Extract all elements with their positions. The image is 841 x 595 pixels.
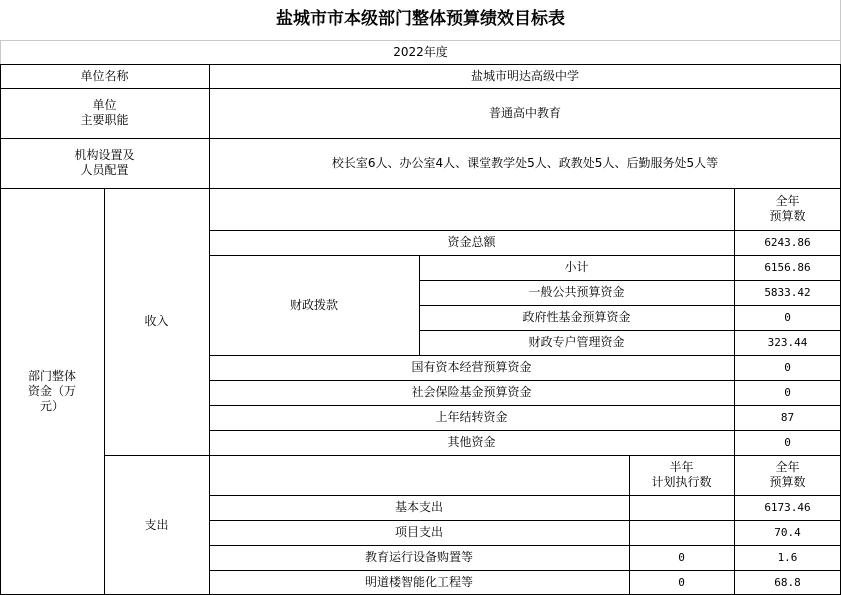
- fiscal-row-label: 一般公共预算资金: [528, 285, 625, 299]
- grid-line: [734, 188, 735, 595]
- expense-header-half-line1: 半年: [669, 460, 694, 474]
- expense-header-half-year: [629, 455, 734, 495]
- fiscal-row-value: 5833.42: [764, 285, 811, 299]
- expense-row-label: 基本支出: [394, 500, 443, 514]
- grid-line: [0, 40, 1, 64]
- main-duty-value: 普通高中教育: [488, 105, 561, 120]
- other-income-row-value: 87: [780, 410, 795, 424]
- grid-line: [0, 64, 841, 65]
- grid-line: [419, 330, 841, 331]
- grid-line: [209, 64, 210, 595]
- fiscal-allocation-label: 财政拨款: [289, 297, 338, 312]
- grid-line: [0, 138, 841, 139]
- total-funds-value: 6243.86: [764, 235, 811, 249]
- grid-line: [209, 355, 841, 356]
- other-income-row-value: 0: [784, 435, 791, 449]
- grid-line: [419, 280, 841, 281]
- fiscal-year: 2022年度: [393, 44, 448, 59]
- other-income-row-label: 社会保险基金预算资金: [411, 385, 532, 399]
- total-funds-label: 资金总额: [447, 235, 496, 249]
- funds-label-line2: 资金（万: [27, 384, 76, 398]
- expense-row-label: 教育运行设备购置等: [364, 550, 473, 564]
- other-income-row-value: 0: [784, 385, 791, 399]
- expense-row-full: 6173.46: [764, 500, 811, 514]
- grid-line: [209, 380, 841, 381]
- org-staff-label-line1: 机构设置及: [74, 148, 135, 162]
- expense-header-full-year: [734, 455, 841, 495]
- main-duty-label-line1: 单位: [92, 98, 117, 112]
- expense-row-label: 项目支出: [394, 525, 443, 539]
- org-staff-label-line2: 人员配置: [80, 163, 129, 177]
- grid-line: [0, 40, 841, 41]
- income-header-line1: 全年: [775, 194, 800, 208]
- expense-header-full-line1: 全年: [775, 460, 800, 474]
- other-income-row-label: 其他资金: [447, 435, 496, 449]
- grid-line: [629, 455, 630, 595]
- grid-line: [419, 305, 841, 306]
- grid-line: [0, 88, 841, 89]
- grid-line: [0, 188, 841, 189]
- expense-row-label: 明道楼智能化工程等: [364, 575, 473, 589]
- expense-header-half-line2: 计划执行数: [651, 475, 712, 489]
- expense-row-full: 70.4: [774, 525, 801, 539]
- expense-header-full-line2: 预算数: [769, 475, 806, 489]
- grid-line: [209, 570, 841, 571]
- main-duty-label-line2: 主要职能: [80, 113, 129, 127]
- funds-label-line1: 部门整体: [27, 369, 76, 383]
- grid-line: [209, 255, 841, 256]
- grid-line: [104, 455, 841, 456]
- grid-line: [419, 255, 420, 355]
- fiscal-row-label: 小计: [564, 260, 589, 274]
- funds-label: [0, 188, 104, 595]
- expense-row-half: [629, 495, 734, 520]
- expense-row-half: [629, 520, 734, 545]
- fiscal-row-label: 财政专户管理资金: [528, 335, 625, 349]
- unit-name-value: 盐城市明达高级中学: [470, 68, 579, 83]
- grid-line: [209, 405, 841, 406]
- fiscal-row-label: 政府性基金预算资金: [522, 310, 631, 324]
- org-staff-value: 校长室6人、办公室4人、课堂教学处5人、政教处5人、后勤服务处5人等: [331, 155, 719, 170]
- grid-line: [209, 495, 841, 496]
- grid-line: [209, 230, 841, 231]
- other-income-row-label: 上年结转资金: [435, 410, 508, 424]
- fiscal-row-value: 323.44: [767, 335, 808, 349]
- grid-line: [209, 545, 841, 546]
- expense-row-half: 0: [678, 575, 685, 589]
- main-duty-label: [0, 88, 209, 138]
- page-title: 盐城市市本级部门整体预算绩效目标表: [276, 9, 565, 30]
- fiscal-row-value: 6156.86: [764, 260, 811, 274]
- grid-line: [209, 520, 841, 521]
- expense-row-full: 1.6: [777, 550, 798, 564]
- fiscal-row-value: 0: [784, 310, 791, 324]
- other-income-row-label: 国有资本经营预算资金: [411, 360, 532, 374]
- income-header-line2: 预算数: [769, 209, 806, 223]
- grid-line: [104, 188, 105, 595]
- other-income-row-value: 0: [784, 360, 791, 374]
- org-staff-label: [0, 138, 209, 188]
- funds-label-line3: 元）: [39, 399, 64, 413]
- expense-row-full: 68.8: [774, 575, 801, 589]
- expense-row-half: 0: [678, 550, 685, 564]
- unit-name-label: 单位名称: [80, 68, 129, 83]
- income-header-full-year: [734, 188, 841, 230]
- expense-label: 支出: [144, 517, 169, 532]
- grid-line: [209, 430, 841, 431]
- income-label: 收入: [144, 314, 169, 328]
- grid-line: [0, 64, 1, 595]
